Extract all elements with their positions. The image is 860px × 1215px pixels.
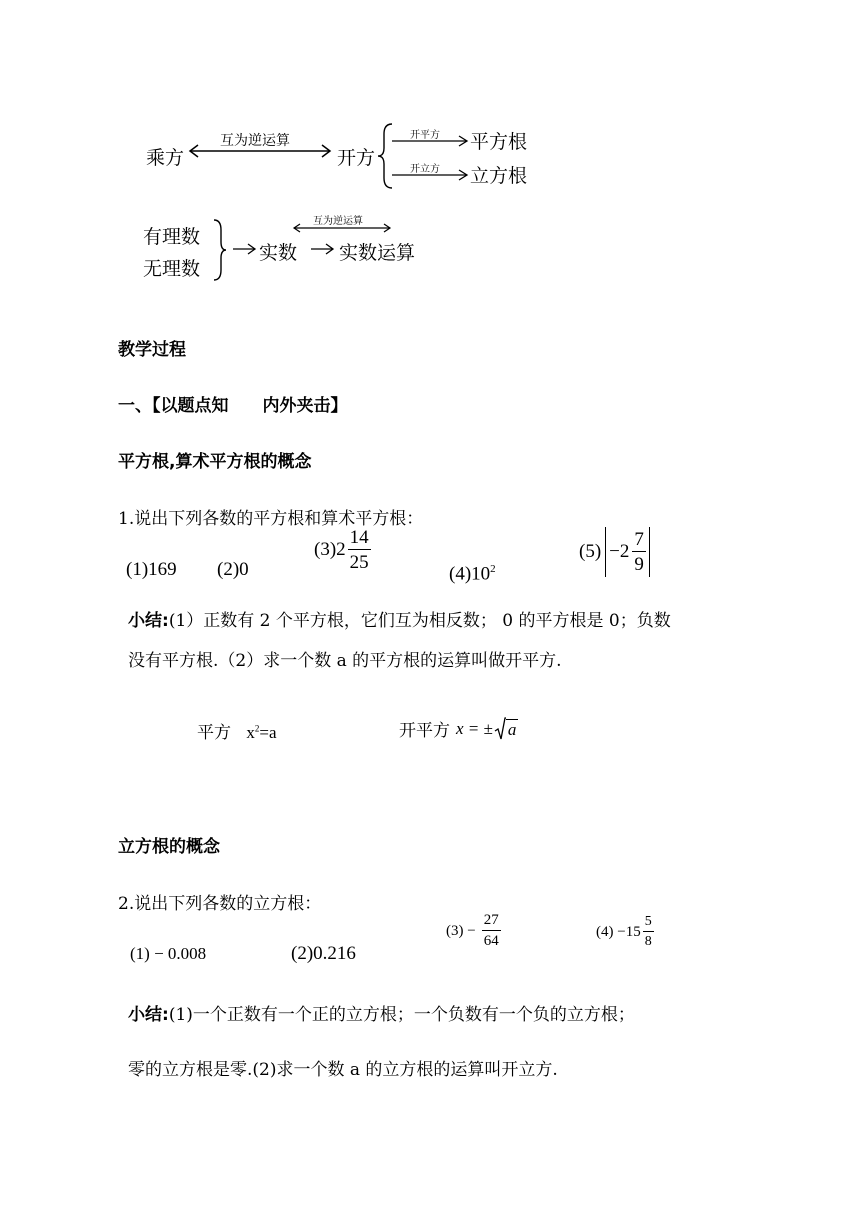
- item-4-prefix: (4) −15: [596, 923, 641, 940]
- summary-label: 小结:: [128, 1005, 169, 1025]
- part-title: 一、【以题点知 内外夹击】: [118, 396, 348, 416]
- double-arrow-icon: [188, 143, 333, 159]
- radical-icon: [494, 717, 506, 741]
- summary-1-line-2: 没有平方根.（2）求一个数 a 的平方根的运算叫做开平方.: [128, 651, 562, 671]
- item-1: (1) − 0.008: [130, 944, 207, 963]
- denominator: 64: [483, 933, 499, 949]
- square-exponent: 2: [254, 723, 260, 734]
- topic-title: 平方根,算术平方根的概念: [118, 452, 312, 472]
- denominator: 25: [349, 552, 369, 573]
- summary-label: 小结:: [128, 611, 169, 631]
- numerator: 14: [349, 527, 369, 548]
- item-1: (1)169: [126, 559, 177, 580]
- item-5-inner: −2: [609, 541, 630, 562]
- rational-numbers-label: 有理数: [143, 226, 201, 248]
- denominator: 8: [644, 934, 652, 949]
- item-2: (2)0: [217, 559, 249, 580]
- numerator: 7: [634, 529, 644, 550]
- fraction: [482, 913, 501, 949]
- summary-text: (1)一个正数有一个正的立方根；一个负数有一个负的立方根；: [168, 1005, 635, 1025]
- item-4-prefix: (4)10: [449, 563, 491, 585]
- question-text: 2.说出下列各数的立方根：: [118, 894, 322, 914]
- inverse-operation-label: 互为逆运算: [220, 133, 290, 149]
- square-root-branch-label: 开平方: [410, 130, 440, 141]
- power-label: 乘方: [146, 147, 185, 169]
- item-4: [449, 563, 496, 585]
- cube-root-label: 立方根: [470, 165, 528, 187]
- item-3: [446, 913, 501, 949]
- summary-2-line-2: 零的立方根是零.(2)求一个数 a 的立方根的运算叫开立方.: [128, 1060, 558, 1080]
- right-arrow-icon: [390, 168, 470, 182]
- right-arrow-icon: [390, 134, 470, 148]
- root-expression: x = ±: [456, 718, 493, 738]
- double-arrow-icon: [292, 222, 392, 234]
- summary-2-line-1: [128, 1000, 635, 1025]
- fraction: [632, 530, 646, 574]
- summary-1-line-1: [128, 606, 671, 631]
- item-5-prefix: (5): [579, 541, 602, 562]
- numerator: 5: [643, 915, 654, 932]
- question-text: 1.说出下列各数的平方根和算术平方根：: [118, 509, 424, 529]
- real-operations-label: 实数运算: [339, 242, 416, 264]
- absolute-value: [605, 527, 650, 577]
- right-arrow-icon: [309, 242, 335, 256]
- fraction: [643, 915, 654, 949]
- real-numbers-label: 实数: [259, 242, 298, 264]
- fraction: [348, 528, 371, 572]
- square-base: x: [246, 723, 255, 742]
- item-3-prefix: (3)2: [314, 539, 346, 560]
- right-arrow-icon: [231, 242, 257, 256]
- section-title: 教学过程: [118, 340, 186, 360]
- item-3-prefix: (3) −: [446, 922, 476, 939]
- square-label: 平方: [197, 723, 231, 743]
- summary-text: (1）正数有 2 个平方根，它们互为相反数； 0 的平方根是 0；负数: [168, 611, 671, 631]
- exponent: 2: [490, 563, 496, 575]
- irrational-numbers-label: 无理数: [143, 258, 201, 280]
- square-formula: [197, 718, 277, 743]
- item-4: [596, 915, 654, 949]
- item-2: (2)0.216: [291, 943, 356, 964]
- root-formula: [399, 716, 518, 741]
- cube-root-branch-label: 开立方: [410, 164, 440, 175]
- numerator: 27: [482, 913, 501, 931]
- square-root-label: 平方根: [470, 131, 528, 153]
- root-extraction-label: 开方: [337, 147, 376, 169]
- square-rhs: =a: [259, 723, 277, 742]
- denominator: 9: [634, 554, 644, 575]
- right-brace-icon: [212, 218, 228, 282]
- item-5: [579, 527, 650, 577]
- root-label: 开平方: [399, 721, 450, 741]
- inverse-operation-label: 互为逆运算: [313, 216, 363, 227]
- item-3: [314, 528, 371, 572]
- topic-title: 立方根的概念: [118, 837, 220, 857]
- radicand: a: [507, 719, 517, 739]
